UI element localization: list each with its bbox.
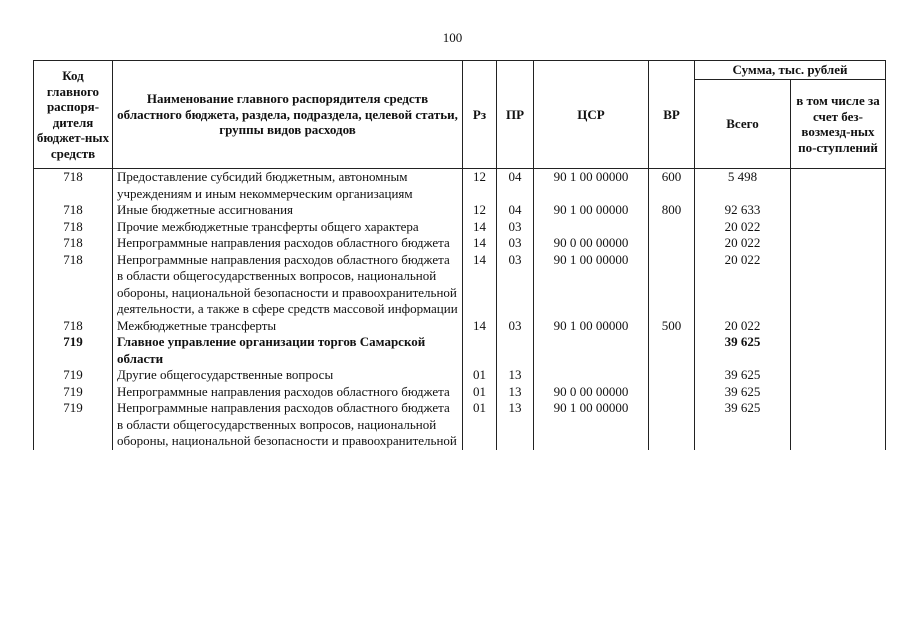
cell-vr: 600 bbox=[649, 169, 695, 203]
cell-pr: 04 bbox=[497, 202, 534, 219]
cell-name: Главное управление организации торгов Самарской области bbox=[113, 334, 463, 367]
cell-pr: 03 bbox=[497, 219, 534, 236]
cell-name: Предоставление субсидий бюджетным, автономным учреждениям и иным некоммерческим организациям bbox=[113, 169, 463, 203]
cell-code: 719 bbox=[34, 334, 113, 367]
table-row bbox=[34, 219, 886, 236]
header-sum-group: Сумма, тыс. рублей bbox=[695, 61, 886, 80]
cell-total: 92 633 bbox=[695, 202, 791, 219]
cell-rz: 12 bbox=[463, 202, 497, 219]
cell-rz: 12 bbox=[463, 169, 497, 203]
header-csr: ЦСР bbox=[534, 61, 649, 169]
cell-total: 20 022 bbox=[695, 219, 791, 236]
cell-vr bbox=[649, 334, 695, 367]
header-pr: ПР bbox=[497, 61, 534, 169]
cell-csr: 90 1 00 00000 bbox=[534, 169, 649, 203]
cell-pr: 03 bbox=[497, 235, 534, 252]
cell-free bbox=[791, 235, 886, 252]
cell-code: 719 bbox=[34, 400, 113, 450]
cell-csr: 90 1 00 00000 bbox=[534, 318, 649, 335]
cell-rz bbox=[463, 334, 497, 367]
cell-free bbox=[791, 252, 886, 318]
cell-name: Другие общегосударственные вопросы bbox=[113, 367, 463, 384]
cell-vr: 500 bbox=[649, 318, 695, 335]
cell-pr bbox=[497, 334, 534, 367]
cell-rz: 01 bbox=[463, 384, 497, 401]
cell-rz: 01 bbox=[463, 367, 497, 384]
cell-code: 718 bbox=[34, 219, 113, 236]
cell-code: 718 bbox=[34, 235, 113, 252]
cell-pr: 04 bbox=[497, 169, 534, 203]
cell-free bbox=[791, 202, 886, 219]
budget-table bbox=[33, 60, 886, 450]
cell-name: Иные бюджетные ассигнования bbox=[113, 202, 463, 219]
cell-code: 719 bbox=[34, 367, 113, 384]
cell-pr: 13 bbox=[497, 384, 534, 401]
cell-vr bbox=[649, 384, 695, 401]
table-row bbox=[34, 367, 886, 384]
cell-total: 39 625 bbox=[695, 384, 791, 401]
cell-csr bbox=[534, 219, 649, 236]
table-row bbox=[34, 334, 886, 367]
cell-vr bbox=[649, 367, 695, 384]
cell-vr bbox=[649, 400, 695, 450]
table-row bbox=[34, 235, 886, 252]
cell-free bbox=[791, 367, 886, 384]
cell-free bbox=[791, 400, 886, 450]
cell-pr: 03 bbox=[497, 252, 534, 318]
cell-pr: 13 bbox=[497, 400, 534, 450]
cell-free bbox=[791, 219, 886, 236]
cell-code: 718 bbox=[34, 202, 113, 219]
cell-total: 20 022 bbox=[695, 235, 791, 252]
cell-rz: 01 bbox=[463, 400, 497, 450]
cell-vr bbox=[649, 235, 695, 252]
cell-total: 39 625 bbox=[695, 400, 791, 450]
cell-rz: 14 bbox=[463, 219, 497, 236]
cell-csr: 90 1 00 00000 bbox=[534, 202, 649, 219]
header-free: в том числе за счет без-возмезд-ных по-ступлений bbox=[791, 80, 886, 169]
table-row bbox=[34, 202, 886, 219]
cell-pr: 13 bbox=[497, 367, 534, 384]
table-row bbox=[34, 169, 886, 203]
header-total: Всего bbox=[695, 80, 791, 169]
header-rz: Рз bbox=[463, 61, 497, 169]
cell-code: 719 bbox=[34, 384, 113, 401]
cell-code: 718 bbox=[34, 252, 113, 318]
cell-csr: 90 0 00 00000 bbox=[534, 384, 649, 401]
cell-total: 20 022 bbox=[695, 252, 791, 318]
cell-code: 718 bbox=[34, 169, 113, 203]
table-row bbox=[34, 384, 886, 401]
cell-rz: 14 bbox=[463, 318, 497, 335]
table-row bbox=[34, 252, 886, 318]
cell-total: 20 022 bbox=[695, 318, 791, 335]
header-name: Наименование главного распорядителя средств областного бюджета, раздела, подраздела, целевой статьи, группы видов расходов bbox=[113, 61, 463, 169]
cell-free bbox=[791, 334, 886, 367]
cell-csr bbox=[534, 367, 649, 384]
cell-name: Непрограммные направления расходов областного бюджета bbox=[113, 235, 463, 252]
cell-csr: 90 1 00 00000 bbox=[534, 400, 649, 450]
cell-vr bbox=[649, 252, 695, 318]
cell-csr bbox=[534, 334, 649, 367]
header-vr: ВР bbox=[649, 61, 695, 169]
cell-rz: 14 bbox=[463, 235, 497, 252]
cell-vr bbox=[649, 219, 695, 236]
cell-free bbox=[791, 318, 886, 335]
cell-name: Межбюджетные трансферты bbox=[113, 318, 463, 335]
table-header bbox=[34, 61, 886, 169]
cell-name: Непрограммные направления расходов областного бюджета bbox=[113, 384, 463, 401]
cell-rz: 14 bbox=[463, 252, 497, 318]
cell-free bbox=[791, 169, 886, 203]
cell-name: Непрограммные направления расходов областного бюджета в области общегосударственных вопросов, национальной обороны, национальной безопасности и правоохранительной bbox=[113, 400, 463, 450]
cell-total: 39 625 bbox=[695, 367, 791, 384]
cell-total: 5 498 bbox=[695, 169, 791, 203]
cell-csr: 90 1 00 00000 bbox=[534, 252, 649, 318]
cell-pr: 03 bbox=[497, 318, 534, 335]
table-row bbox=[34, 318, 886, 335]
page-number: 100 bbox=[442, 30, 463, 45]
cell-csr: 90 0 00 00000 bbox=[534, 235, 649, 252]
cell-total: 39 625 bbox=[695, 334, 791, 367]
table-row bbox=[34, 400, 886, 450]
header-code: Код главного распоря-дителя бюджет-ных средств bbox=[34, 61, 113, 169]
table-body bbox=[34, 169, 886, 450]
cell-free bbox=[791, 384, 886, 401]
cell-code: 718 bbox=[34, 318, 113, 335]
cell-name: Непрограммные направления расходов областного бюджета в области общегосударственных вопросов, национальной обороны, национальной безопасности и правоохранительной деятельности, а также в сфере средств массовой информации bbox=[113, 252, 463, 318]
cell-name: Прочие межбюджетные трансферты общего характера bbox=[113, 219, 463, 236]
cell-vr: 800 bbox=[649, 202, 695, 219]
